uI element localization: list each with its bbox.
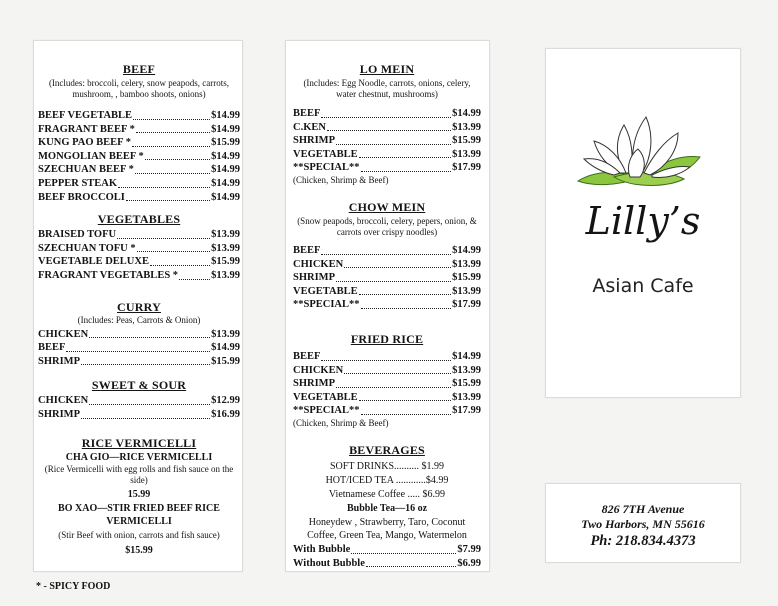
menu-item	[38, 177, 240, 191]
menu-item	[293, 350, 481, 364]
menu-item-price: $6.99	[457, 557, 481, 569]
menu-item-name: SHRIMP	[293, 378, 335, 390]
menu-item	[293, 148, 481, 162]
menu-item-name: CHICKEN	[293, 258, 344, 270]
contact-panel	[545, 483, 741, 563]
menu-item	[38, 136, 240, 150]
menu-item	[38, 328, 240, 342]
menu-item	[293, 258, 481, 272]
menu-item-name: SHRIMP	[293, 272, 335, 284]
menu-item-price: $15.99	[211, 137, 240, 149]
menu-item-name: With Bubble	[293, 543, 351, 555]
menu-item	[293, 543, 481, 557]
menu-item-price: $12.99	[211, 395, 240, 407]
dot-leader	[359, 391, 452, 402]
menu-item-price: $14.99	[211, 191, 240, 203]
bubble-tea-flavors: Honeydew , Strawberry, Taro, Coconut Coffee, Green Tea, Mango, Watermelon	[307, 516, 467, 541]
menu-item-price: $17.99	[452, 405, 481, 417]
menu-item-price: $14.99	[452, 108, 481, 119]
cha-gio-name: CHA GIO—RICE VERMICELLI	[65, 451, 213, 463]
menu-item-name: VEGETABLE	[293, 148, 358, 160]
menu-item	[293, 134, 481, 148]
menu-item-name: BEEF	[38, 342, 66, 354]
sweet-sour-title: SWEET & SOUR	[91, 378, 187, 393]
dot-leader	[321, 107, 451, 118]
menu-item-price: $17.99	[452, 162, 481, 174]
dot-leader	[359, 148, 452, 159]
dot-leader	[117, 228, 210, 239]
menu-item-price: $15.99	[452, 378, 481, 390]
menu-item	[293, 285, 481, 299]
menu-item-name: SHRIMP	[293, 135, 335, 147]
menu-item-price: $15.99	[211, 256, 240, 268]
menu-item-price: $13.99	[452, 258, 481, 270]
dot-leader	[137, 242, 210, 253]
dot-leader	[361, 404, 452, 415]
bo-xao-price: $15.99	[125, 544, 153, 556]
curry-title: CURRY	[117, 299, 161, 314]
menu-item	[38, 255, 240, 269]
menu-item-price: $13.99	[452, 121, 481, 133]
menu-item	[293, 121, 481, 135]
cha-gio-desc: (Rice Vermicelli with egg rolls and fish sauce on the side)	[44, 463, 234, 485]
dot-leader	[351, 543, 456, 554]
street-address: 826 7TH Avenue	[601, 502, 685, 516]
restaurant-name: Lilly’s	[585, 199, 701, 243]
menu-item-name: SZECHUAN TOFU *	[38, 242, 136, 254]
menu-item-name: BEEF	[293, 244, 321, 256]
menu-item-name: KUNG PAO BEEF *	[38, 137, 132, 149]
menu-item-name: MONGOLIAN BEEF *	[38, 150, 144, 162]
menu-item-name: BEEF BROCCOLI	[38, 191, 125, 203]
menu-item-price: $13.99	[211, 242, 240, 254]
dot-leader	[66, 341, 210, 352]
menu-item-price: $13.99	[211, 269, 240, 281]
menu-item-price: $15.99	[452, 272, 481, 284]
menu-item-price: $13.99	[452, 148, 481, 160]
dot-leader	[136, 123, 210, 134]
menu-item	[38, 191, 240, 205]
dot-leader	[179, 269, 210, 280]
menu-item-name: BEEF	[293, 350, 321, 362]
menu-item-name: **SPECIAL**	[293, 162, 360, 174]
menu-item-price: $14.99	[211, 110, 240, 121]
menu-item-price: $14.99	[211, 150, 240, 162]
menu-item	[38, 150, 240, 164]
dot-leader	[361, 298, 452, 309]
menu-item-name: VEGETABLE	[293, 391, 358, 403]
menu-item-price: $14.99	[452, 350, 481, 362]
menu-item	[293, 391, 481, 405]
dot-leader	[361, 161, 452, 172]
dot-leader	[336, 271, 451, 282]
dot-leader	[344, 258, 451, 269]
menu-item-name: Without Bubble	[293, 557, 365, 569]
menu-item	[38, 394, 240, 408]
menu-item-price: $14.99	[452, 244, 481, 256]
dot-leader	[81, 408, 210, 419]
menu-item	[293, 161, 481, 175]
dot-leader	[145, 150, 210, 161]
menu-item-price: $14.99	[211, 342, 240, 354]
city-address: Two Harbors, MN 55616	[581, 517, 705, 531]
dot-leader	[327, 121, 451, 132]
menu-item-name: BEEF VEGETABLE	[38, 110, 133, 121]
beef-title: BEEF	[122, 62, 156, 76]
dot-leader	[133, 109, 210, 120]
menu-item-price: $13.99	[211, 229, 240, 241]
menu-panel-middle	[285, 40, 490, 572]
menu-item-price: $13.99	[452, 364, 481, 376]
lotus-flower-icon	[574, 111, 704, 191]
bo-xao-name: BO XAO—STIR FRIED BEEF RICE VERMICELLI	[58, 502, 220, 527]
menu-item-name: **SPECIAL**	[293, 299, 360, 311]
menu-item	[293, 298, 481, 312]
beef-note: (Includes: broccoli, celery, snow peapods, carrots, mushroom, , bamboo shoots, onions)	[48, 78, 230, 99]
menu-item-name: FRAGRANT BEEF *	[38, 123, 135, 135]
menu-item	[38, 163, 240, 177]
vietnamese-coffee: Vietnamese Coffee ..... $6.99	[328, 488, 446, 500]
cha-gio-price: 15.99	[127, 488, 151, 500]
menu-item	[38, 341, 240, 355]
menu-item-price: $15.99	[452, 135, 481, 147]
curry-note: (Includes: Peas, Carrots & Onion)	[77, 314, 201, 325]
menu-item-name: VEGETABLE	[293, 285, 358, 297]
dot-leader	[118, 177, 210, 188]
lo-mein-special-note: (Chicken, Shrimp & Beef)	[293, 174, 389, 185]
dot-leader	[89, 328, 210, 339]
menu-item-price: $16.99	[211, 408, 240, 420]
restaurant-subtitle: Asian Cafe	[592, 275, 694, 297]
logo-panel	[545, 48, 741, 398]
menu-item-name: CHICKEN	[293, 364, 344, 376]
menu-item-name: FRAGRANT VEGETABLES *	[38, 269, 179, 281]
menu-item	[293, 244, 481, 258]
dot-leader	[366, 557, 457, 568]
menu-item-price: $15.99	[211, 355, 240, 367]
menu-item	[38, 355, 240, 369]
dot-leader	[321, 350, 451, 361]
dot-leader	[89, 394, 210, 405]
menu-item-price: $13.99	[211, 328, 240, 340]
menu-item	[293, 107, 481, 121]
dot-leader	[359, 285, 452, 296]
menu-item-name: **SPECIAL**	[293, 405, 360, 417]
menu-item-name: SHRIMP	[38, 408, 80, 420]
dot-leader	[321, 244, 451, 255]
menu-item-price: $14.99	[211, 164, 240, 176]
chow-mein-note: (Snow peapods, broccoli, celery, pepers, onion, & carrots over crispy noodles)	[297, 215, 477, 237]
chow-mein-title: CHOW MEIN	[348, 199, 426, 214]
menu-item-name: SHRIMP	[38, 355, 80, 367]
fried-rice-special-note: (Chicken, Shrimp & Beef)	[293, 417, 389, 428]
menu-item-price: $17.99	[452, 299, 481, 311]
menu-item	[38, 408, 240, 422]
beverages-title: BEVERAGES	[349, 442, 425, 457]
menu-item	[293, 377, 481, 391]
menu-item-price: $14.99	[211, 177, 240, 189]
phone-number[interactable]: Ph: 218.834.4373	[590, 533, 696, 549]
dot-leader	[150, 255, 210, 266]
rice-vermicelli-title: RICE VERMICELLI	[81, 435, 197, 450]
dot-leader	[81, 355, 210, 366]
menu-item	[293, 271, 481, 285]
dot-leader	[336, 134, 451, 145]
bubble-tea-title: Bubble Tea—16 oz	[346, 502, 428, 514]
menu-item-name: BEEF	[293, 108, 321, 119]
menu-item	[293, 557, 481, 571]
menu-item-name: CHICKEN	[38, 328, 89, 340]
menu-item-price: $7.99	[457, 543, 481, 555]
vegetables-title: VEGETABLES	[97, 212, 181, 227]
dot-leader	[126, 191, 210, 202]
menu-item-price: $13.99	[452, 391, 481, 403]
dot-leader	[132, 136, 210, 147]
menu-item-price: $13.99	[452, 285, 481, 297]
spicy-footnote: * - SPICY FOOD	[36, 581, 111, 592]
menu-item	[38, 242, 240, 256]
hot-iced-tea: HOT/ICED TEA ............$4.99	[325, 474, 449, 486]
menu-item-name: BRAISED TOFU	[38, 229, 117, 241]
lo-mein-note: (Includes: Egg Noodle, carrots, onions, celery, water chestnut, mushrooms)	[303, 78, 471, 99]
menu-item	[38, 228, 240, 242]
lo-mein-title: LO MEIN	[359, 62, 415, 76]
fried-rice-title: FRIED RICE	[350, 331, 424, 346]
menu-panel-left	[33, 40, 243, 572]
soft-drinks: SOFT DRINKS.......... $1.99	[330, 460, 444, 472]
menu-item-name: VEGETABLE DELUXE	[38, 256, 149, 268]
menu-item-name: C.KEN	[293, 121, 326, 133]
menu-item-name: SZECHUAN BEEF *	[38, 164, 134, 176]
dot-leader	[336, 377, 451, 388]
menu-item	[38, 109, 240, 123]
menu-item-price: $14.99	[211, 123, 240, 135]
menu-item	[38, 269, 240, 283]
menu-item	[293, 404, 481, 418]
dot-leader	[344, 364, 451, 375]
menu-item-name: CHICKEN	[38, 395, 89, 407]
bo-xao-desc: (Stir Beef with onion, carrots and fish sauce)	[58, 529, 220, 540]
menu-item	[38, 123, 240, 137]
dot-leader	[135, 163, 210, 174]
menu-item-name: PEPPER STEAK	[38, 177, 118, 189]
menu-item	[293, 364, 481, 378]
